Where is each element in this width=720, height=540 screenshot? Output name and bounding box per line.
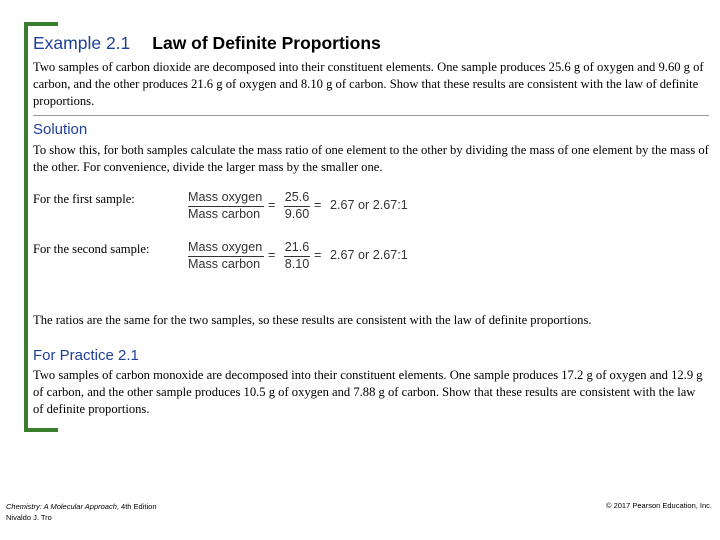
denominator-word: Mass carbon bbox=[188, 257, 261, 271]
equals-sign: = bbox=[314, 198, 322, 212]
practice-heading: For Practice 2.1 bbox=[33, 347, 139, 364]
book-edition: , 4th Edition bbox=[116, 502, 157, 511]
example-topic: Law of Definite Proportions bbox=[152, 33, 381, 53]
second-sample-label: For the second sample: bbox=[33, 242, 150, 256]
section-divider bbox=[33, 115, 709, 116]
numerator-word: Mass oxygen bbox=[188, 240, 263, 254]
equals-sign: = bbox=[268, 198, 276, 212]
denominator-value: 9.60 bbox=[284, 207, 310, 221]
problem-statement: Two samples of carbon dioxide are decomposed into their constituent elements. One sample produces 25.6 g of oxygen and 9.60 g of carbon, and the other produces 21.6 g of oxygen and 8.10 g of carbon. Show that these results are consistent with the law of definite proportions. bbox=[33, 60, 704, 108]
equals-sign: = bbox=[268, 248, 276, 262]
numerator-word: Mass oxygen bbox=[188, 190, 263, 204]
bracket-side-rule bbox=[24, 22, 28, 432]
numerator-value: 21.6 bbox=[284, 240, 310, 254]
denominator-word: Mass carbon bbox=[188, 207, 261, 221]
book-title: Chemistry: A Molecular Approach bbox=[6, 502, 117, 511]
solution-intro: To show this, for both samples calculate the mass ratio of one element to the other by dividing the mass of one element by the mass of the other. For convenience, divide the larger mass by the smaller one. bbox=[33, 143, 709, 174]
example-label: Example 2.1 bbox=[33, 33, 131, 53]
denominator-value: 8.10 bbox=[284, 257, 310, 271]
book-author: Nivaldo J. Tro bbox=[6, 513, 52, 522]
solution-heading: Solution bbox=[33, 121, 88, 138]
footer-copyright: © 2017 Pearson Education, Inc. bbox=[605, 501, 712, 510]
solution-conclusion: The ratios are the same for the two samples, so these results are consistent with the law of definite proportions. bbox=[33, 313, 592, 327]
numerator-value: 25.6 bbox=[284, 190, 310, 204]
ratio-result: 2.67 or 2.67:1 bbox=[330, 248, 408, 262]
ratio-result: 2.67 or 2.67:1 bbox=[330, 198, 408, 212]
equals-sign: = bbox=[314, 248, 322, 262]
bracket-top-rule bbox=[24, 22, 58, 26]
bracket-bottom-rule bbox=[24, 428, 58, 432]
footer-citation bbox=[6, 501, 156, 523]
practice-problem: Two samples of carbon monoxide are decomposed into their constituent elements. One sample produces 17.2 g of oxygen and 12.9 g of carbon, and the other sample produces 10.5 g of oxygen and 7.88 g of carbon. Show that these results are consistent with the law of definite proportions. bbox=[33, 368, 703, 416]
first-sample-label: For the first sample: bbox=[33, 192, 135, 206]
example-title bbox=[33, 33, 381, 54]
